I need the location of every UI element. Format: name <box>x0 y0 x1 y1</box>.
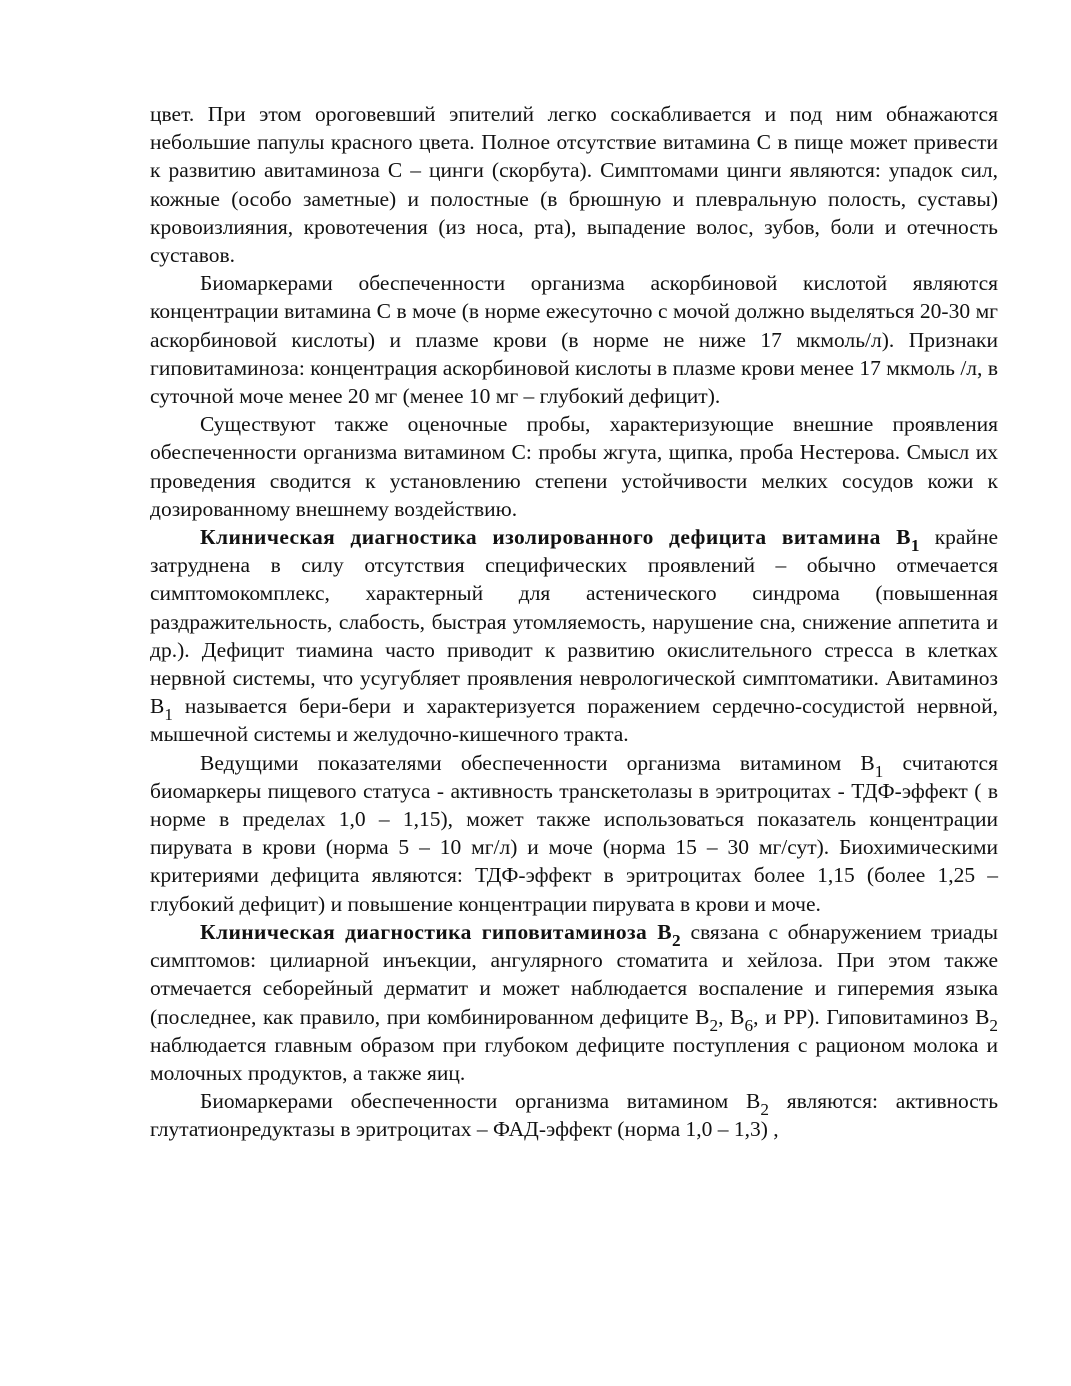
text-b1-part-a: крайне затруднена в силу отсутствия специфических проявлений – обычно отмечается симптомокомплекс, характерный для астенического синдрома (повышенная раздражительность, слабость, быстрая утомляемость, нарушение сна, снижение аппетита и др.). Дефицит тиамина часто приводит к развитию окислительного стресса в клетках нервной системы, что усугубляет проявления неврологической симптоматики. Авитаминоз В <box>150 525 998 719</box>
text-b1-indicators-part-b: считаются биомаркеры пищевого статуса - активность транскетолазы в эритроцитах - ТДФ-эффект ( в норме в пределах 1,0 – 1,15), может также использоваться показатель концентрации пирувата в крови (норма 5 – 10 мг/л) и моче (норма 15 – 30 мг/сут). Биохимическими критериями дефицита являются: ТДФ-эффект в эритроцитах более 1,15 (более 1,25 – глубокий дефицит) и повышение концентрации пирувата в крови и моче. <box>150 750 998 916</box>
text-b1-indicators-part-a: Ведущими показателями обеспеченности организма витамином В <box>200 750 875 775</box>
heading-b1-diagnostics <box>200 525 920 556</box>
text-b2-part-b: , В <box>718 1004 745 1029</box>
subscript-b1-indicators: 1 <box>874 761 884 781</box>
subscript-b2-a: 2 <box>709 1015 719 1035</box>
heading-b2-text: Клиническая диагностика гиповитаминоза В <box>200 919 672 944</box>
text-b2-part-a: связана с обнаружением триады симптомов: цилиарной инъекции, ангулярного стоматита и хейлоза. При этом также отмечается себорейный дерматит и может наблюдается воспаление и гиперемия языка (последнее, как правило, при комбинированном дефиците В <box>150 919 998 1029</box>
paragraph-vitamin-c-tests: Существуют также оценочные пробы, характеризующие внешние проявления обеспеченности организма витамином С: пробы жгута, щипка, проба Нестерова. Смысл их проведения сводится к установлению степени устойчивости мелких сосудов кожи к дозированному внешнему воздействию. <box>150 412 998 521</box>
paragraph-vitamin-b1-indicators <box>150 749 998 918</box>
subscript-b6: 6 <box>744 1015 754 1035</box>
heading-b1-subscript: 1 <box>910 536 920 556</box>
text-b2-part-c: , и РР). Гиповитаминоз В <box>753 1004 990 1029</box>
heading-b2-diagnostics <box>200 919 681 951</box>
text-b2-biomarkers-part-a: Биомаркерами обеспеченности организма витамином В <box>200 1089 761 1114</box>
text-b1-part-b: называется бери-бери и характеризуется поражением сердечно-сосудистой нервной, мышечной системы и желудочно-кишечного тракта. <box>150 694 998 747</box>
heading-b1-text: Клиническая диагностика изолированного дефицита витамина В <box>200 525 911 550</box>
paragraph-vitamin-c-biomarkers: Биомаркерами обеспеченности организма аскорбиновой кислотой являются концентрации витамина С в моче (в норме ежесуточно с мочой должно выделяться 20-30 мг аскорбиновой кислоты) и плазме крови (в норме не ниже 17 мкмоль/л). Признаки гиповитаминоза: концентрация аскорбиновой кислоты в плазме крови менее 17 мкмоль /л, в суточной моче менее 20 мг (менее 10 мг – глубокий дефицит). <box>150 271 998 409</box>
subscript-b2-c: 2 <box>989 1015 999 1035</box>
heading-b2-subscript: 2 <box>671 931 681 951</box>
text-b2-biomarkers-part-b: являются: активность глутатионредуктазы в эритроцитах – ФАД-эффект (норма 1,0 – 1,3) , <box>150 1089 999 1142</box>
paragraph-vitamin-b1-diagnostics <box>150 523 998 749</box>
subscript-b1: 1 <box>164 705 173 725</box>
paragraph-vitamin-b2-biomarkers <box>150 1087 998 1143</box>
document-page <box>150 100 998 1144</box>
paragraph-vitamin-b2-diagnostics <box>150 918 998 1087</box>
text-b2-part-d: наблюдается главным образом при глубоком дефиците поступления с рационом молока и молочных продуктов, а также яиц. <box>150 1032 998 1085</box>
subscript-b2-biomarkers: 2 <box>760 1100 769 1120</box>
paragraph-scurvy-symptoms: цвет. При этом ороговевший эпителий легко соскабливается и под ним обнажаются небольшие папулы красного цвета. Полное отсутствие витамина С в пище может привести к развитию авитаминоза С – цинги (скорбута). Симптомами цинги являются: упадок сил, кожные (особо заметные) и полостные (в брюшную и плевральную полость, суставы) кровоизлияния, кровотечения (из носа, рта), выпадение волос, зубов, боли и отечность суставов. <box>150 102 998 268</box>
